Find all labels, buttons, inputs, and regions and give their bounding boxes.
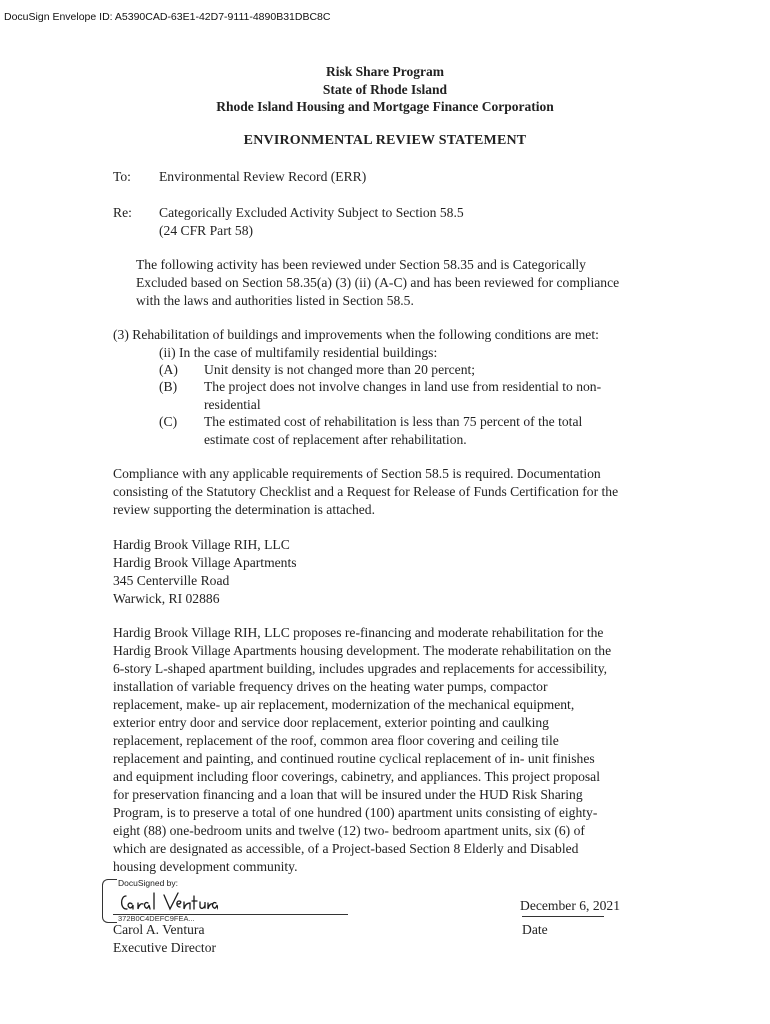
handwritten-signature — [118, 890, 218, 914]
program-name: Risk Share Program — [326, 64, 444, 79]
re-line-1: Categorically Excluded Activity Subject to Section 58.5 — [159, 205, 464, 220]
description-line-13: which are designated as accessible, of a Project-based Section 8 Elderly and Disabled — [113, 841, 579, 856]
re-line-2: (24 CFR Part 58) — [159, 223, 254, 238]
address-line-3: 345 Centerville Road — [113, 573, 230, 588]
re-label: Re: — [113, 205, 132, 220]
address-line-2: Hardig Brook Village Apartments — [113, 555, 297, 570]
docusign-frame — [102, 879, 117, 923]
criteria-a-label: (A) — [159, 362, 178, 377]
document-title: ENVIRONMENTAL REVIEW STATEMENT — [243, 133, 527, 148]
description-line-12: eight (88) one-bedroom units and twelve (12) two- bedroom apartment units, six (6) of — [113, 823, 585, 838]
docusign-signature-id: 372B0C4DEFC9FEA... — [118, 914, 195, 923]
agency-name: Rhode Island Housing and Mortgage Finance Corporation — [216, 99, 554, 114]
criteria-c-text-1: The estimated cost of rehabilitation is less than 75 percent of the total — [204, 414, 583, 429]
intro-line-3: with the laws and authorities listed in Section 58.5. — [136, 293, 414, 308]
signer-name: Carol A. Ventura — [113, 922, 205, 937]
description-line-7: replacement, replacement of the roof, common area floor covering and ceiling tile — [113, 733, 559, 748]
state-name: State of Rhode Island — [322, 82, 448, 97]
description-line-1: Hardig Brook Village RIH, LLC proposes re-financing and moderate rehabilitation for the — [113, 625, 604, 640]
description-line-6: exterior entry door and service door replacement, exterior pointing and caulking — [113, 715, 549, 730]
criteria-b-label: (B) — [159, 379, 178, 394]
description-line-8: replacement and painting, and continued routine cyclical replacement of in- unit finishes — [113, 751, 595, 766]
description-line-10: for preservation financing and a loan that will be insured under the HUD Risk Sharing — [113, 787, 583, 802]
description-line-5: replacement, make- up air replacement, modernization of the mechanical equipment, — [113, 697, 575, 712]
criteria-b-text-1: The project does not involve changes in land use from residential to non- — [204, 379, 602, 394]
description-line-4: installation of variable frequency drives on the heating water pumps, compactor — [113, 679, 548, 694]
date-line — [522, 916, 604, 917]
docusign-envelope-id: DocuSign Envelope ID: A5390CAD-63E1-42D7-9111-4890B31DBC8C — [4, 11, 331, 23]
description-line-9: and equipment including floor coverings, cabinetry, and appliances. This project proposal — [113, 769, 600, 784]
criteria-a-text: Unit density is not changed more than 20 percent; — [204, 362, 476, 377]
description-line-2: Hardig Brook Village Apartments housing development. The moderate rehabilitation on the — [113, 643, 612, 658]
docusigned-by-label: DocuSigned by: — [118, 878, 179, 888]
to-label: To: — [113, 169, 131, 184]
criteria-c-label: (C) — [159, 414, 178, 429]
compliance-line-1: Compliance with any applicable requirements of Section 58.5 is required. Documentation — [113, 466, 601, 481]
criteria-c-text-2: estimate cost of replacement after rehabilitation. — [204, 432, 467, 447]
description-line-14: housing development community. — [113, 859, 298, 874]
address-line-4: Warwick, RI 02886 — [113, 591, 220, 606]
criteria-heading: (3) Rehabilitation of buildings and improvements when the following conditions are met: — [113, 327, 599, 342]
criteria-b-text-2: residential — [204, 397, 261, 412]
compliance-line-2: consisting of the Statutory Checklist and a Request for Release of Funds Certification for the — [113, 484, 619, 499]
compliance-line-3: review supporting the determination is attached. — [113, 502, 375, 517]
intro-line-1: The following activity has been reviewed under Section 58.35 and is Categorically — [136, 257, 586, 272]
description-line-3: 6-story L-shaped apartment building, includes upgrades and replacements for accessibility, — [113, 661, 608, 676]
description-line-11: Program, is to preserve a total of one hundred (100) apartment units consisting of eighty- — [113, 805, 598, 820]
to-value: Environmental Review Record (ERR) — [159, 169, 367, 184]
intro-line-2: Excluded based on Section 58.35(a) (3) (ii) (A-C) and has been reviewed for compliance — [136, 275, 620, 290]
signature-date: December 6, 2021 — [520, 898, 621, 913]
criteria-sub: (ii) In the case of multifamily residential buildings: — [159, 345, 438, 360]
signer-title: Executive Director — [113, 940, 217, 955]
signature-line — [113, 914, 348, 915]
date-label: Date — [522, 922, 548, 937]
address-line-1: Hardig Brook Village RIH, LLC — [113, 537, 290, 552]
